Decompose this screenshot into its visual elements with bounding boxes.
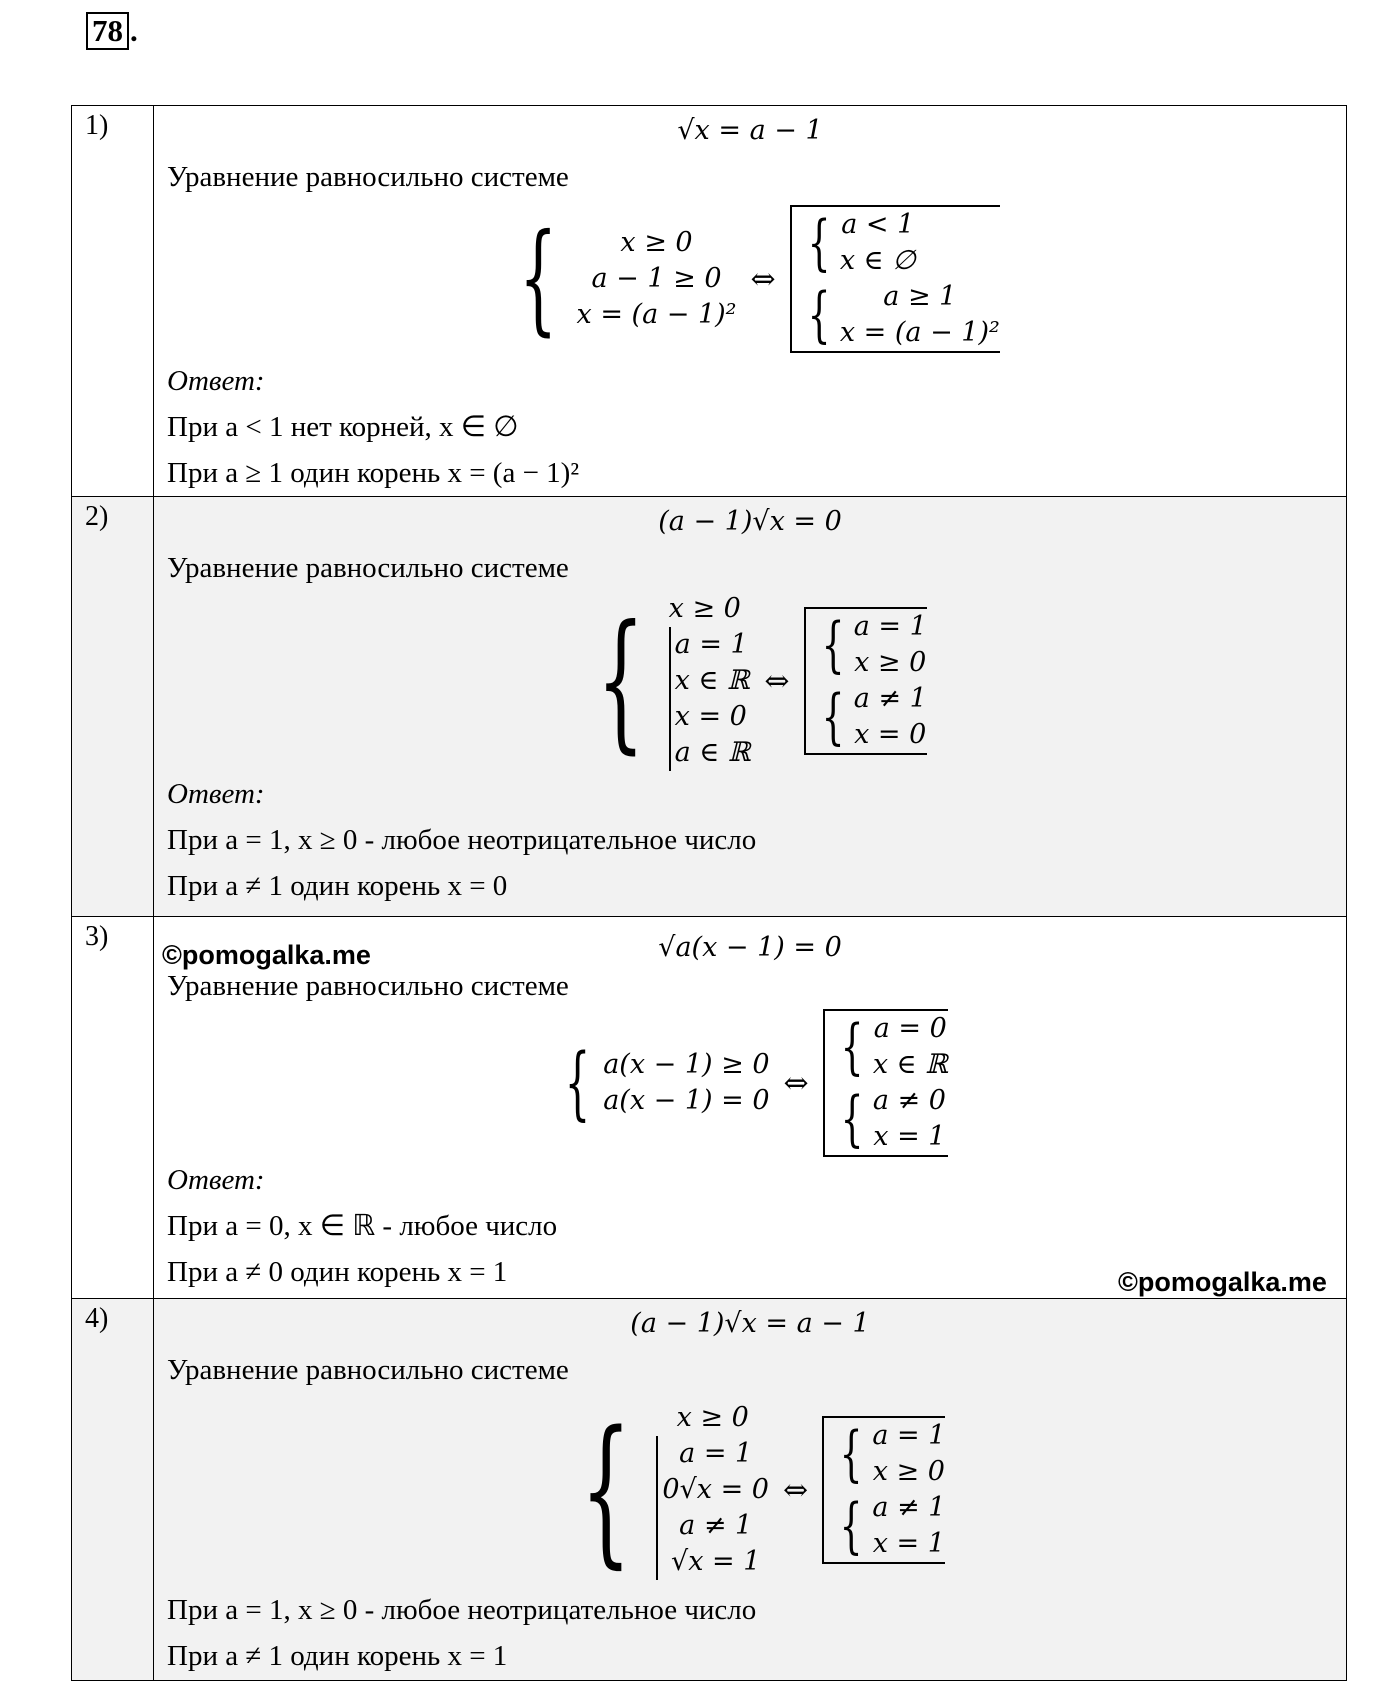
watermark: ©pomogalka.me [162,940,371,970]
equivalence-system: { x ≥ 0 a = 1 x ∈ ℝ x = 0 a ∈ ℝ ⇔ { a = 1 x ≥ 0 { a ≠ 1 x = 0 [154,591,1346,771]
left-system: x ≥ 0 a = 1 x ∈ ℝ x = 0 a ∈ ℝ [669,591,751,771]
answer-label: Ответ: [167,778,265,810]
equation: (a − 1)√x = 0 [658,506,842,537]
answer-line: При a = 1, x ≥ 0 - любое неотрицательное число [167,824,757,856]
intro-text: Уравнение равносильно системе [167,161,569,193]
answer-line: При a ≠ 1 один корень x = 1 [167,1640,508,1672]
left-system: x ≥ 0 a − 1 ≥ 0 x = (a − 1)² [576,227,737,330]
answer-label: Ответ: [167,1164,265,1196]
equation: (a − 1)√x = a − 1 [630,1308,870,1339]
answer-line: При a = 1, x ≥ 0 - любое неотрицательное число [167,1594,757,1626]
equivalence-system: { a(x − 1) ≥ 0 a(x − 1) = 0 ⇔ { a = 0 x ∈ ℝ { a ≠ 0 x = 1 [154,1009,1346,1157]
table-row [72,1299,1347,1681]
answer-line: При a ≠ 1 один корень x = 0 [167,870,508,902]
right-system: { a = 1 x ≥ 0 { a ≠ 1 x = 0 [804,607,927,755]
right-system: { a = 0 x ∈ ℝ { a ≠ 0 x = 1 [823,1009,948,1157]
equation: √x = a − 1 [677,115,823,146]
row-number: 1) [72,106,154,497]
equation: √a(x − 1) = 0 [658,932,842,963]
equivalence-arrow: ⇔ [750,261,776,297]
watermark: ©pomogalka.me [1118,1267,1327,1297]
solution-table [71,105,1347,1681]
equivalence-arrow: ⇔ [782,1472,809,1508]
left-system: a(x − 1) ≥ 0 a(x − 1) = 0 [603,1049,770,1116]
equivalence-system: { x ≥ 0 a − 1 ≥ 0 x = (a − 1)² ⇔ { a < 1 x ∈ ∅ { a ≥ 1 x = (a − 1)² [154,200,1346,358]
equivalence-arrow: ⇔ [764,663,790,699]
equivalence-system: { x ≥ 0 a = 1 0√x = 0 a ≠ 1 √x = 1 ⇔ { a = 1 x ≥ 0 { a ≠ 1 x = 1 [580,1396,946,1583]
intro-text: Уравнение равносильно системе [167,1354,569,1386]
left-system: x ≥ 0 a = 1 0√x = 0 a ≠ 1 √x = 1 [656,1400,769,1580]
answer-line: При a < 1 нет корней, x ∈ ∅ [167,411,519,443]
answer-line: При a ≠ 0 один корень x = 1 [167,1256,508,1288]
intro-text: Уравнение равносильно системе [167,970,569,1002]
answer-line: При a ≥ 1 один корень x = (a − 1)² [167,457,580,489]
equivalence-arrow: ⇔ [783,1065,809,1101]
answer-line: При a = 0, x ∈ ℝ - любое число [167,1210,558,1242]
intro-text: Уравнение равносильно системе [167,552,569,584]
row-number: 3) [72,917,154,1299]
problem-number: 78 . [86,12,138,50]
answer-label: Ответ: [167,365,265,397]
right-system: { a = 1 x ≥ 0 { a ≠ 1 x = 1 [822,1416,945,1564]
row-number: 2) [72,497,154,917]
table-row [72,106,1347,497]
table-row [72,497,1347,917]
table-row [72,917,1347,1299]
row-number: 4) [72,1299,154,1681]
right-system: { a < 1 x ∈ ∅ { a ≥ 1 x = (a − 1)² [790,205,1000,353]
